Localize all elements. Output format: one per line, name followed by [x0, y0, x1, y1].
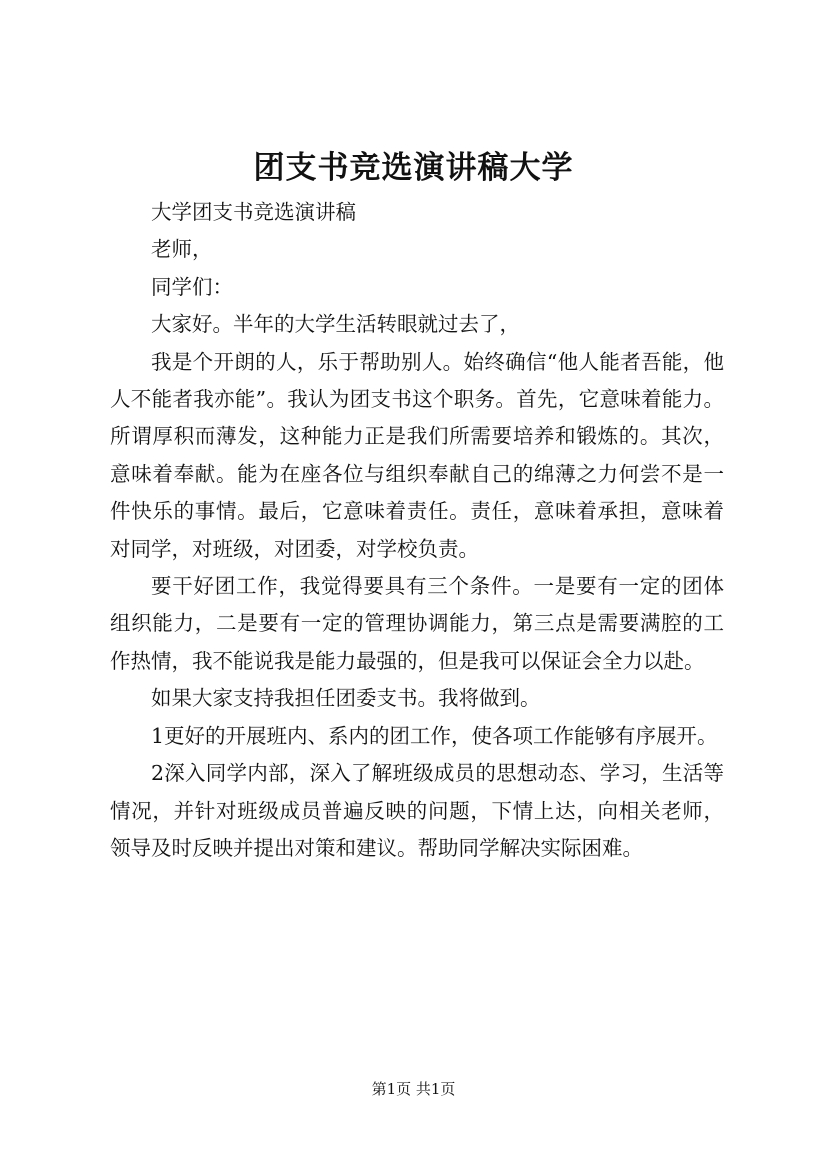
document-body	[110, 194, 724, 867]
paragraph-conditions: 要干好团工作，我觉得要具有三个条件。一是要有一定的团体组织能力，二是要有一定的管理协调能力，第三点是需要满腔的工作热情，我不能说我是能力最强的，但是我可以保证会全力以赴。	[110, 574, 724, 673]
page-footer: 第1页 共1页	[371, 1080, 456, 1098]
paragraph-point-2: 2深入同学内部，深入了解班级成员的思想动态、学习，生活等情况，并针对班级成员普遍反映的问题，下情上达，向相关老师，领导及时反映并提出对策和建议。帮助同学解决实际困难。	[110, 761, 724, 860]
paragraph-subtitle: 大学团支书竞选演讲稿	[151, 200, 356, 224]
paragraph-greeting: 大家好。半年的大学生活转眼就过去了，	[151, 312, 520, 337]
paragraph-salutation-teacher: 老师，	[151, 237, 213, 262]
document-title: 团支书竞选演讲稿大学	[253, 150, 574, 186]
paragraph-point-1: 1更好的开展班内、系内的团工作，使各项工作能够有序展开。	[151, 723, 718, 748]
paragraph-salutation-students: 同学们：	[151, 274, 233, 299]
paragraph-self-intro: 我是个开朗的人，乐于帮助别人。始终确信“他人能者吾能，他人不能者我亦能”。我认为团支书这个职务。首先，它意味着能力。所谓厚积而薄发，这种能力正是我们所需要培养和锻炼的。其次，意味着奉献。能为在座各位与组织奉献自己的绵薄之力何尝不是一件快乐的事情。最后，它意味着责任。责任，意味着承担，意味着对同学，对班级，对团委，对学校负责。	[110, 349, 724, 561]
paragraph-promise: 如果大家支持我担任团委支书。我将做到。	[151, 686, 541, 711]
